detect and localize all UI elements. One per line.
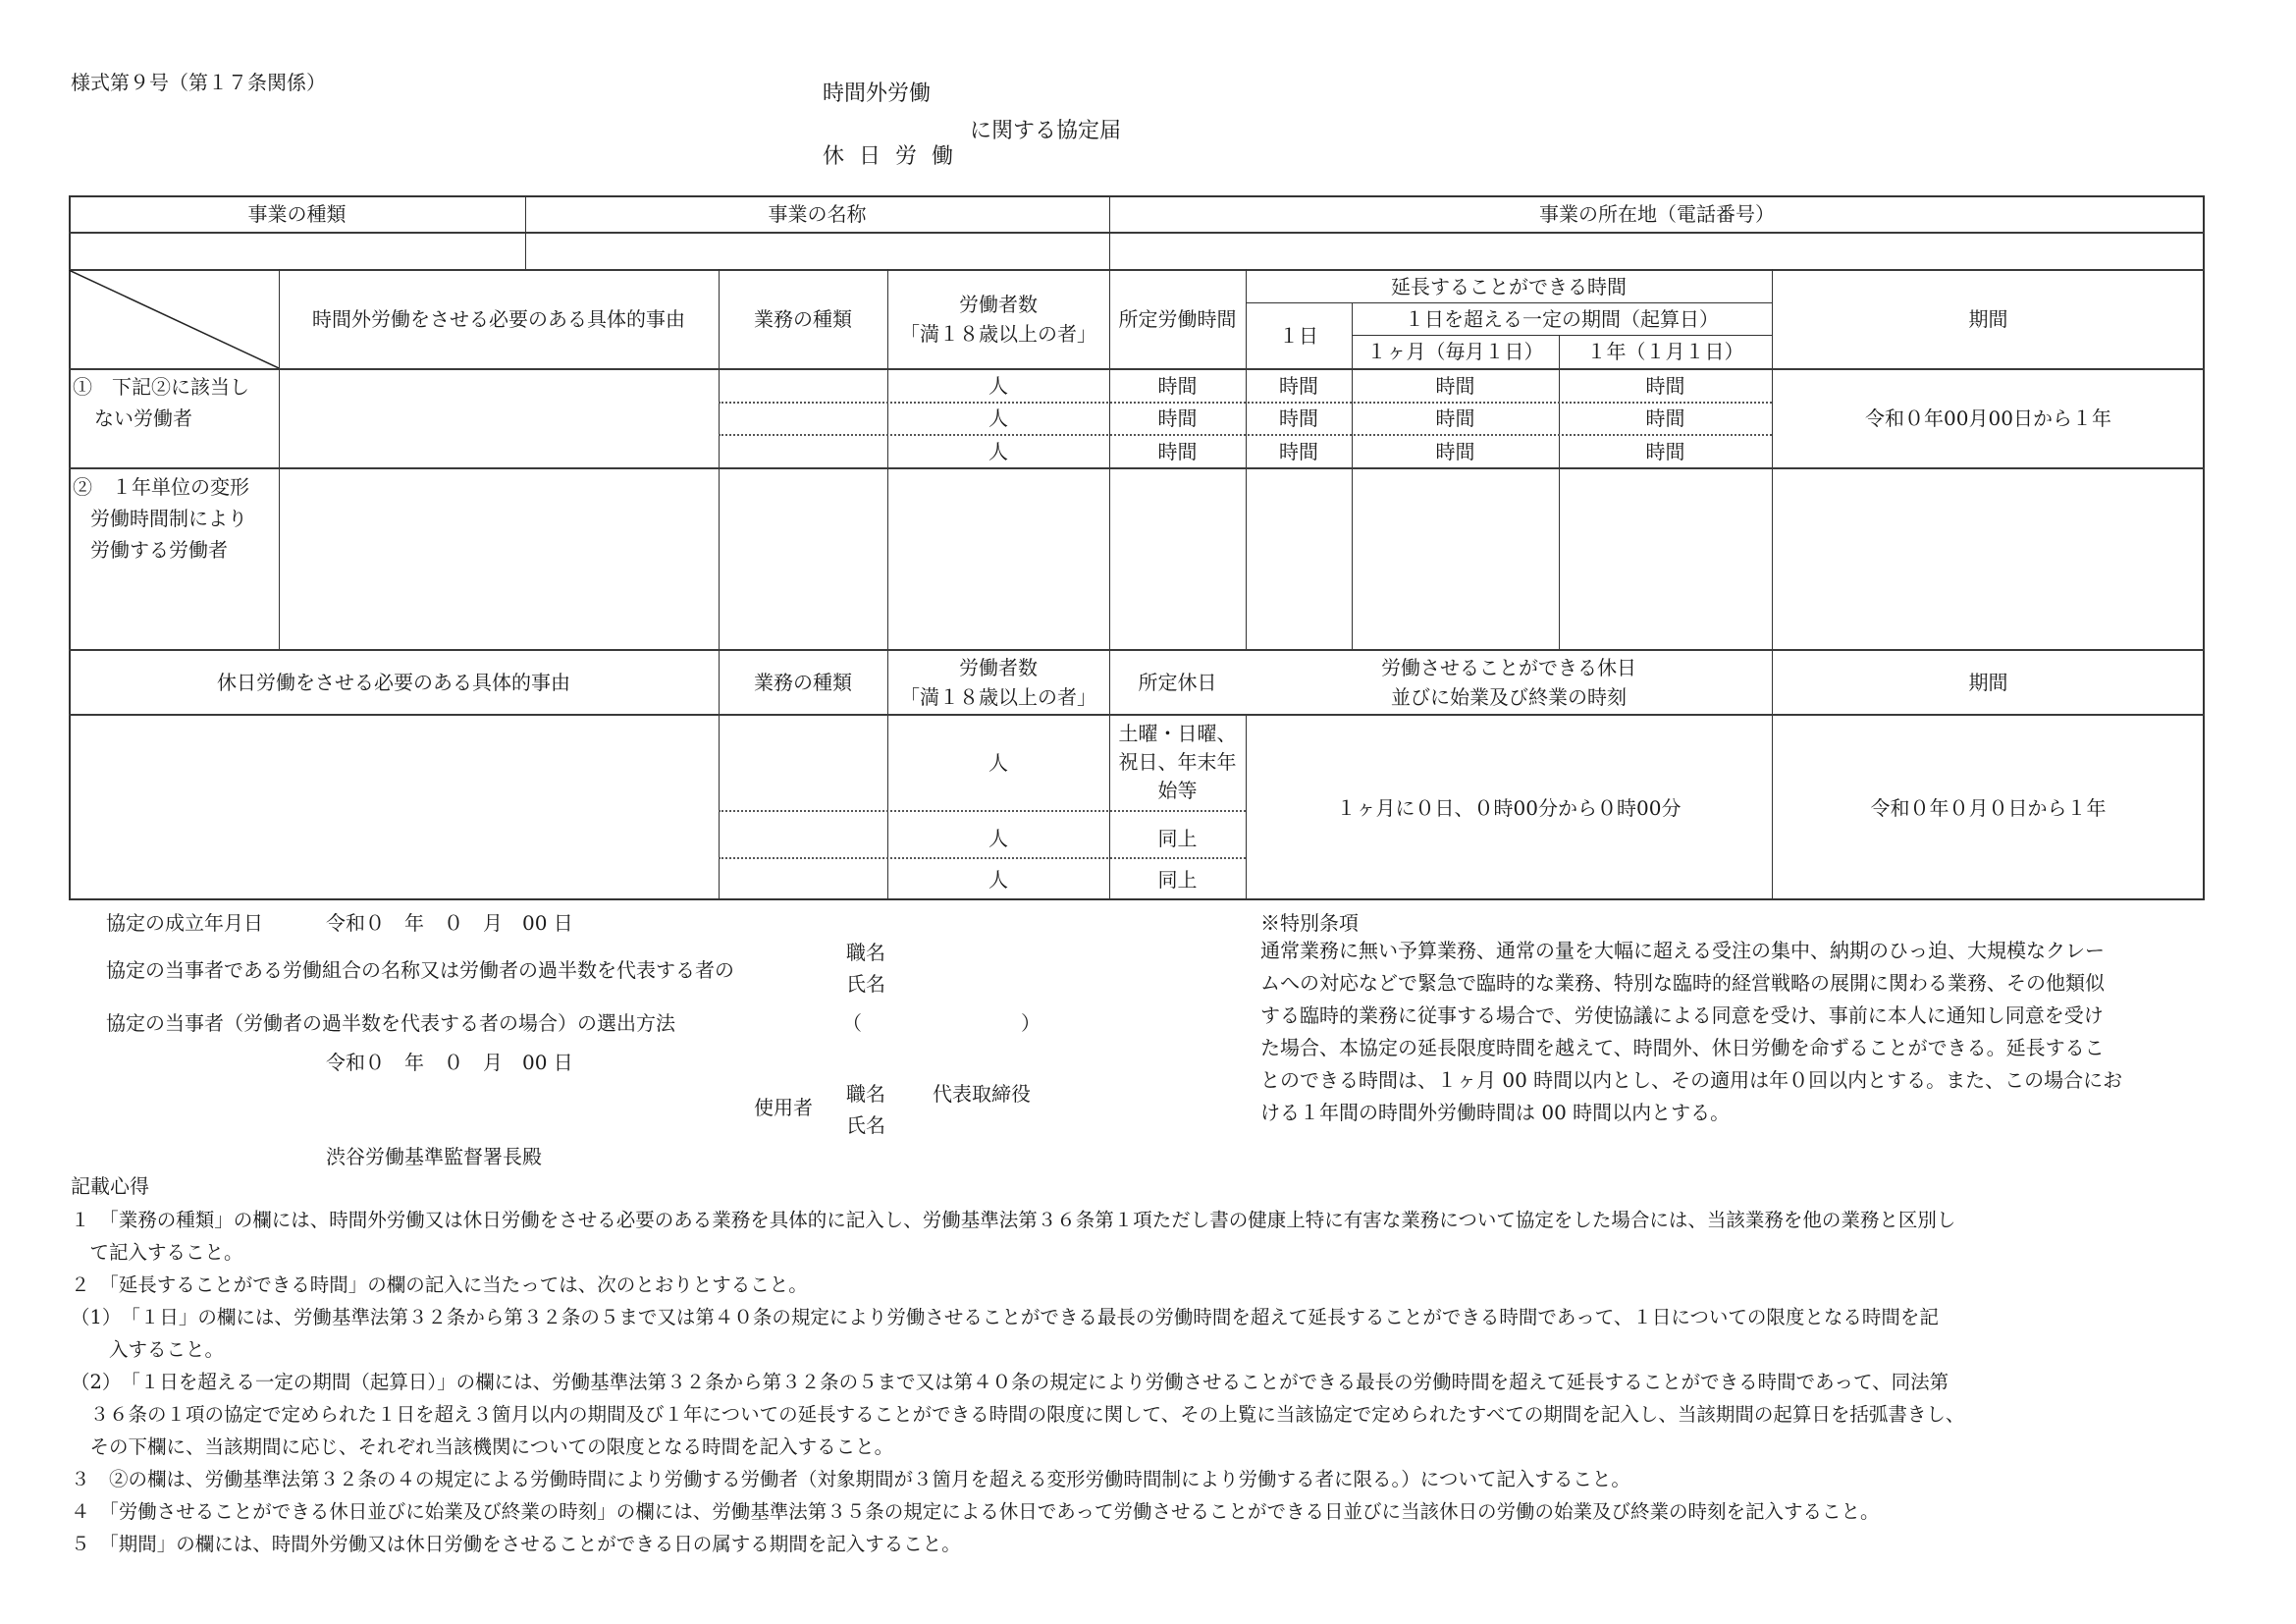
- section2-label-line1: ② １年単位の変形: [73, 475, 249, 499]
- special-clause-heading: ※特別条項: [1260, 911, 1359, 935]
- notes-list: [71, 1204, 1964, 1560]
- hol-workable-header-line2: 並びに始業及び終業の時刻: [1391, 684, 1627, 709]
- union-representative-field[interactable]: [903, 939, 1237, 998]
- ot-workers-cell[interactable]: 人: [988, 373, 1008, 398]
- hol-period-header: 期間: [1968, 670, 2008, 694]
- business-name-label: 事業の名称: [768, 201, 867, 226]
- hol-scheduled-line3: 始等: [1157, 779, 1198, 802]
- business-type-label: 事業の種類: [247, 201, 347, 226]
- employer-label: 使用者: [754, 1096, 813, 1119]
- ot-scheduled-cell[interactable]: 時間: [1157, 373, 1198, 398]
- ot-workers-header: [887, 270, 1109, 368]
- ot-workers-cell[interactable]: 人: [988, 406, 1008, 430]
- diagonal-slash: [69, 270, 279, 368]
- note-line: 入すること。: [71, 1338, 225, 1361]
- notes-heading: 記載心得: [71, 1174, 149, 1198]
- special-clause-line: 通常業務に無い予算業務、通常の量を大幅に超える受注の集中、納期のひっ迫、大規模なクレー: [1260, 939, 2105, 962]
- hol-scheduled-cell[interactable]: 同上: [1157, 827, 1198, 850]
- note-line: ３６条の１項の協定で定められた１日を超え３箇月以内の期間及び１年についての延長することができる時間の限度に関して、その上覧に当該協定で定められたすべての期間を記入し、当該期間の起算日を括弧書きし、: [71, 1403, 1965, 1426]
- special-clause-line: た場合、本協定の延長限度時間を越えて、時間外、休日労働を命ずることができる。延長するこ: [1260, 1036, 2105, 1059]
- hol-reason-header: 休日労働をさせる必要のある具体的事由: [217, 670, 570, 694]
- selection-close-paren: ）: [1021, 1011, 1041, 1035]
- ot-one-day-header: １日: [1279, 323, 1318, 348]
- ot-workers-header-line1: 労働者数: [959, 293, 1038, 316]
- hol-workers-header-line2: 「満１８歳以上の者」: [900, 684, 1096, 709]
- employer-name-field[interactable]: [933, 1111, 1227, 1139]
- ot-month-cell[interactable]: 時間: [1435, 373, 1475, 398]
- hol-scheduled-line2: 祝日、年末年: [1118, 750, 1237, 774]
- union-name-label: 氏名: [846, 972, 885, 996]
- ot-one-month-header: １ヶ月（毎月１日）: [1366, 340, 1544, 363]
- ot-year-cell[interactable]: 時間: [1645, 439, 1685, 463]
- agreement-date-field[interactable]: 令和０ 年 ０ 月 00 日: [326, 911, 573, 935]
- selection-method-label: 協定の当事者（労働者の過半数を代表する者の場合）の選出方法: [106, 1011, 675, 1035]
- ot-section1-period[interactable]: 令和０年00月00日から１年: [1865, 406, 2111, 430]
- hol-scheduled-cell[interactable]: [1109, 715, 1246, 810]
- selection-open-paren: （: [842, 1011, 862, 1035]
- note-line: ４ 「労働させることができる休日並びに始業及び終業の時刻」の欄には、労働基準法第３５条の規定による休日であって労働させることができる日並びに当該休日の労働の始業及び終業の時刻を記入すること。: [71, 1500, 1880, 1523]
- ot-one-year-header: １年（１月１日）: [1586, 340, 1744, 363]
- note-line: ２ 「延長することができる時間」の欄の記入に当たっては、次のとおりとすること。: [71, 1273, 808, 1296]
- special-clause-line: とのできる時間は、１ヶ月 00 時間以内とし、その適用は年０回以内とする。また、この場合にお: [1260, 1068, 2123, 1092]
- hol-scheduled-cell[interactable]: 同上: [1157, 867, 1198, 892]
- filing-date-field[interactable]: 令和０ 年 ０ 月 00 日: [326, 1051, 573, 1074]
- ot-scheduled-header: 所定労働時間: [1118, 307, 1237, 331]
- ot-section1-reason-field[interactable]: [280, 369, 719, 467]
- hol-period-cell[interactable]: 令和０年０月０日から１年: [1870, 795, 2107, 820]
- section1-label-line1: ① 下記②に該当し: [73, 375, 249, 399]
- employer-title-field[interactable]: 代表取締役: [933, 1082, 1031, 1106]
- note-line: ３ ②の欄は、労働基準法第３２条の４の規定による労働時間により労働する労働者（対象期間が３箇月を超える変形労働時間制により労働する者に限る。）について記入すること。: [71, 1468, 1630, 1490]
- ot-day-cell[interactable]: 時間: [1279, 439, 1318, 463]
- ot-scheduled-cell[interactable]: 時間: [1157, 406, 1198, 430]
- ot-reason-header: 時間外労働をさせる必要のある具体的事由: [312, 307, 685, 331]
- ot-year-cell[interactable]: 時間: [1645, 373, 1685, 398]
- title-overtime: 時間外労働: [823, 81, 932, 106]
- hol-workers-header: [887, 650, 1109, 714]
- union-label: 協定の当事者である労働組合の名称又は労働者の過半数を代表する者の: [106, 958, 734, 982]
- special-clause-line: する臨時的業務に従事する場合で、労使協議による同意を受け、事前に本人に通知し同意を受け: [1260, 1003, 2104, 1027]
- section2-label-line2: 労働時間制により: [90, 507, 247, 530]
- hol-workable-header-line1: 労働させることができる休日: [1381, 655, 1636, 679]
- special-clause-line: ムへの対応などで緊急で臨時的な業務、特別な臨時的経営戦略の展開に関わる業務、その他類似: [1260, 971, 2105, 995]
- hol-workers-cell[interactable]: 人: [988, 750, 1008, 775]
- ot-section2-reason-field[interactable]: [280, 468, 719, 649]
- hol-scheduled-line1: 土曜・日曜、: [1118, 722, 1237, 745]
- hol-workable-cell[interactable]: １ヶ月に０日、０時00分から０時00分: [1336, 795, 1682, 820]
- addressee: 渋谷労働基準監督署長殿: [326, 1145, 542, 1168]
- ot-month-cell[interactable]: 時間: [1435, 439, 1475, 463]
- employer-title-label: 職名: [846, 1082, 885, 1106]
- ot-workers-header-line2: 「満１８歳以上の者」: [900, 322, 1096, 346]
- ot-section1-job-type-field[interactable]: [720, 369, 887, 467]
- ot-year-cell[interactable]: 時間: [1645, 406, 1685, 430]
- business-name-field[interactable]: [525, 233, 1109, 269]
- hol-workers-header-line1: 労働者数: [959, 655, 1038, 679]
- special-clause-line: ける１年間の時間外労働時間は 00 時間以内とする。: [1260, 1101, 1731, 1124]
- union-title-label: 職名: [846, 941, 885, 964]
- note-line: ５ 「期間」の欄には、時間外労働又は休日労働をさせることができる日の属する期間を記入すること。: [71, 1533, 961, 1555]
- note-line: て記入すること。: [71, 1241, 243, 1264]
- title-holiday: 休 日 労 働: [823, 144, 957, 169]
- agreement-date-label: 協定の成立年月日: [106, 911, 263, 935]
- selection-method-field[interactable]: [864, 1009, 1021, 1037]
- ot-day-cell[interactable]: 時間: [1279, 373, 1318, 398]
- special-clause-text: [1260, 935, 2122, 1129]
- section1-label-line2: ない労働者: [94, 406, 192, 430]
- ot-period-header: 期間: [1968, 307, 2008, 331]
- note-line: その下欄に、当該期間に応じ、それぞれ当該機関についての限度となる時間を記入すること。: [71, 1435, 894, 1458]
- ot-month-cell[interactable]: 時間: [1435, 406, 1475, 430]
- ot-beyond-day-header: １日を超える一定の期間（起算日）: [1405, 306, 1719, 331]
- note-line: （1） 「１日」の欄には、労働基準法第３２条から第３２条の５まで又は第４０条の規定により労働させることができる最長の労働時間を超えて延長することができる時間であって、１日についての限度となる時間を記: [71, 1306, 1939, 1328]
- note-line: （2） 「１日を超える一定の期間（起算日）」の欄には、労働基準法第３２条から第３２条の５まで又は第４０条の規定により労働させることができる最長の労働時間を超えて延長することができる時間であって、同法第: [71, 1371, 1949, 1393]
- ot-extendable-header: 延長することができる時間: [1391, 274, 1627, 298]
- hol-job-type-header: 業務の種類: [754, 670, 852, 694]
- note-line: １ 「業務の種類」の欄には、時間外労働又は休日労働をさせる必要のある業務を具体的に記入し、労働基準法第３６条第１項ただし書の健康上特に有害な業務について協定をした場合には、当該業務を他の業務と区別し: [71, 1209, 1956, 1231]
- hol-workable-header: [1246, 650, 1772, 714]
- ot-workers-cell[interactable]: 人: [988, 439, 1008, 463]
- business-type-field[interactable]: [69, 233, 525, 269]
- section2-label-line3: 労働する労働者: [90, 538, 228, 562]
- business-location-label: 事業の所在地（電話番号）: [1539, 201, 1775, 226]
- title-suffix: に関する協定届: [970, 119, 1122, 143]
- hol-workers-cell[interactable]: 人: [988, 867, 1008, 892]
- employer-name-label: 氏名: [846, 1113, 885, 1137]
- ot-scheduled-cell[interactable]: 時間: [1157, 439, 1198, 463]
- form-number: 様式第９号（第１７条関係）: [71, 71, 326, 94]
- ot-day-cell[interactable]: 時間: [1279, 406, 1318, 430]
- business-location-field[interactable]: [1109, 233, 2205, 269]
- ot-job-type-header: 業務の種類: [754, 307, 852, 331]
- hol-reason-field[interactable]: [70, 715, 719, 900]
- hol-scheduled-header: 所定休日: [1138, 670, 1217, 694]
- hol-workers-cell[interactable]: 人: [988, 827, 1008, 850]
